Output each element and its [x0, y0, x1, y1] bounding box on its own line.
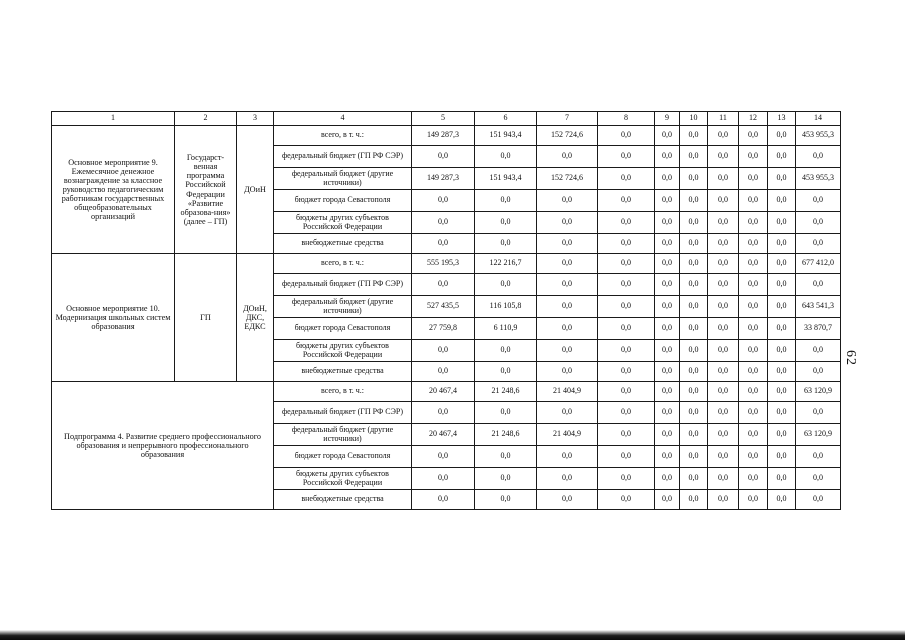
value-cell: 0,0 — [768, 254, 796, 274]
value-cell: 0,0 — [680, 296, 708, 318]
funding-source: бюджет города Севастополя — [274, 318, 412, 340]
value-cell: 0,0 — [708, 468, 739, 490]
column-header: 13 — [768, 112, 796, 126]
value-cell: 0,0 — [796, 468, 841, 490]
value-cell: 149 287,3 — [412, 168, 475, 190]
value-cell: 0,0 — [768, 468, 796, 490]
value-cell: 0,0 — [768, 490, 796, 510]
header-row — [52, 112, 841, 126]
value-cell: 0,0 — [796, 340, 841, 362]
value-cell: 0,0 — [655, 446, 680, 468]
value-cell: 0,0 — [537, 402, 598, 424]
value-cell: 0,0 — [412, 190, 475, 212]
funding-source: федеральный бюджет (другие источники) — [274, 168, 412, 190]
value-cell: 0,0 — [412, 468, 475, 490]
value-cell: 0,0 — [598, 340, 655, 362]
value-cell: 0,0 — [655, 382, 680, 402]
value-cell: 0,0 — [708, 490, 739, 510]
funding-source: федеральный бюджет (ГП РФ СЭР) — [274, 402, 412, 424]
value-cell: 0,0 — [598, 382, 655, 402]
value-cell: 0,0 — [796, 234, 841, 254]
column-header: 7 — [537, 112, 598, 126]
value-cell: 0,0 — [739, 446, 768, 468]
column-header: 6 — [475, 112, 537, 126]
value-cell: 0,0 — [598, 296, 655, 318]
value-cell: 0,0 — [739, 274, 768, 296]
value-cell: 0,0 — [680, 190, 708, 212]
value-cell: 0,0 — [598, 190, 655, 212]
funding-source: внебюджетные средства — [274, 490, 412, 510]
value-cell: 0,0 — [796, 402, 841, 424]
value-cell: 0,0 — [739, 146, 768, 168]
value-cell: 0,0 — [598, 234, 655, 254]
value-cell: 0,0 — [768, 274, 796, 296]
value-cell: 0,0 — [708, 212, 739, 234]
value-cell: 21 404,9 — [537, 382, 598, 402]
value-cell: 0,0 — [739, 212, 768, 234]
value-cell: 0,0 — [598, 468, 655, 490]
value-cell: 0,0 — [537, 296, 598, 318]
value-cell: 0,0 — [598, 146, 655, 168]
value-cell: 0,0 — [412, 274, 475, 296]
value-cell: 0,0 — [796, 190, 841, 212]
value-cell: 0,0 — [768, 146, 796, 168]
value-cell: 0,0 — [537, 468, 598, 490]
value-cell: 0,0 — [708, 340, 739, 362]
value-cell: 0,0 — [475, 212, 537, 234]
value-cell: 0,0 — [598, 424, 655, 446]
value-cell: 0,0 — [680, 446, 708, 468]
value-cell: 0,0 — [537, 274, 598, 296]
value-cell: 151 943,4 — [475, 126, 537, 146]
value-cell: 0,0 — [537, 446, 598, 468]
value-cell: 0,0 — [598, 212, 655, 234]
value-cell: 0,0 — [708, 190, 739, 212]
value-cell: 0,0 — [655, 212, 680, 234]
value-cell: 0,0 — [708, 382, 739, 402]
value-cell: 0,0 — [475, 468, 537, 490]
value-cell: 0,0 — [680, 402, 708, 424]
funding-source: всего, в т. ч.: — [274, 126, 412, 146]
activity-name: Подпрограмма 4. Развитие среднего профессионального образования и непрерывного профессионального образования — [52, 382, 274, 510]
value-cell: 20 467,4 — [412, 382, 475, 402]
value-cell: 0,0 — [739, 318, 768, 340]
value-cell: 0,0 — [537, 490, 598, 510]
value-cell: 0,0 — [768, 318, 796, 340]
value-cell: 0,0 — [739, 402, 768, 424]
value-cell: 0,0 — [598, 318, 655, 340]
value-cell: 0,0 — [598, 362, 655, 382]
value-cell: 453 955,3 — [796, 126, 841, 146]
value-cell: 0,0 — [412, 146, 475, 168]
table-row — [52, 254, 841, 274]
value-cell: 0,0 — [412, 212, 475, 234]
value-cell: 0,0 — [655, 168, 680, 190]
value-cell: 0,0 — [768, 296, 796, 318]
value-cell: 152 724,6 — [537, 168, 598, 190]
value-cell: 0,0 — [598, 446, 655, 468]
value-cell: 0,0 — [655, 468, 680, 490]
value-cell: 0,0 — [708, 362, 739, 382]
value-cell: 0,0 — [739, 362, 768, 382]
value-cell: 0,0 — [655, 296, 680, 318]
value-cell: 6 110,9 — [475, 318, 537, 340]
value-cell: 0,0 — [796, 274, 841, 296]
funding-source: внебюджетные средства — [274, 362, 412, 382]
funding-source: внебюджетные средства — [274, 234, 412, 254]
value-cell: 0,0 — [475, 274, 537, 296]
value-cell: 0,0 — [796, 490, 841, 510]
value-cell: 0,0 — [739, 296, 768, 318]
funding-source: бюджет города Севастополя — [274, 446, 412, 468]
funding-source: всего, в т. ч.: — [274, 382, 412, 402]
value-cell: 0,0 — [537, 146, 598, 168]
value-cell: 0,0 — [680, 490, 708, 510]
column-header: 2 — [175, 112, 237, 126]
value-cell: 0,0 — [768, 402, 796, 424]
column-header: 5 — [412, 112, 475, 126]
value-cell: 643 541,3 — [796, 296, 841, 318]
value-cell: 0,0 — [680, 234, 708, 254]
table-row — [52, 382, 841, 402]
value-cell: 0,0 — [680, 468, 708, 490]
funding-source: федеральный бюджет (ГП РФ СЭР) — [274, 146, 412, 168]
value-cell: 0,0 — [739, 424, 768, 446]
value-cell: 0,0 — [739, 234, 768, 254]
funding-source: бюджет города Севастополя — [274, 190, 412, 212]
value-cell: 0,0 — [768, 168, 796, 190]
value-cell: 0,0 — [768, 340, 796, 362]
value-cell: 20 467,4 — [412, 424, 475, 446]
value-cell: 21 248,6 — [475, 382, 537, 402]
value-cell: 0,0 — [680, 382, 708, 402]
value-cell: 0,0 — [708, 126, 739, 146]
value-cell: 0,0 — [655, 234, 680, 254]
value-cell: 0,0 — [655, 190, 680, 212]
value-cell: 0,0 — [739, 126, 768, 146]
value-cell: 0,0 — [796, 446, 841, 468]
value-cell: 0,0 — [537, 318, 598, 340]
value-cell: 0,0 — [768, 212, 796, 234]
value-cell: 0,0 — [475, 190, 537, 212]
funding-source: всего, в т. ч.: — [274, 254, 412, 274]
value-cell: 21 404,9 — [537, 424, 598, 446]
value-cell: 0,0 — [537, 190, 598, 212]
value-cell: 0,0 — [680, 362, 708, 382]
value-cell: 677 412,0 — [796, 254, 841, 274]
value-cell: 0,0 — [475, 234, 537, 254]
value-cell: 0,0 — [796, 362, 841, 382]
value-cell: 0,0 — [655, 274, 680, 296]
value-cell: 152 724,6 — [537, 126, 598, 146]
value-cell: 0,0 — [768, 362, 796, 382]
funding-source: федеральный бюджет (другие источники) — [274, 424, 412, 446]
table-body — [52, 112, 841, 510]
value-cell: 0,0 — [475, 446, 537, 468]
value-cell: 0,0 — [768, 190, 796, 212]
value-cell: 149 287,3 — [412, 126, 475, 146]
value-cell: 0,0 — [739, 340, 768, 362]
value-cell: 0,0 — [708, 254, 739, 274]
value-cell: 0,0 — [598, 168, 655, 190]
value-cell: 122 216,7 — [475, 254, 537, 274]
program-name: ГП — [175, 254, 237, 382]
value-cell: 0,0 — [708, 274, 739, 296]
value-cell: 0,0 — [655, 490, 680, 510]
value-cell: 0,0 — [708, 296, 739, 318]
value-cell: 0,0 — [655, 254, 680, 274]
value-cell: 0,0 — [475, 146, 537, 168]
value-cell: 0,0 — [708, 146, 739, 168]
column-header: 12 — [739, 112, 768, 126]
value-cell: 0,0 — [412, 340, 475, 362]
column-header: 9 — [655, 112, 680, 126]
value-cell: 0,0 — [537, 212, 598, 234]
activity-name: Основное мероприятие 10. Модернизация школьных систем образования — [52, 254, 175, 382]
value-cell: 0,0 — [708, 402, 739, 424]
value-cell: 0,0 — [768, 234, 796, 254]
value-cell: 0,0 — [537, 340, 598, 362]
value-cell: 453 955,3 — [796, 168, 841, 190]
value-cell: 0,0 — [708, 168, 739, 190]
column-header: 14 — [796, 112, 841, 126]
value-cell: 0,0 — [768, 446, 796, 468]
executor-name: ДОиН, ДКС, ЕДКС — [237, 254, 274, 382]
value-cell: 0,0 — [739, 382, 768, 402]
budget-table — [51, 111, 841, 510]
value-cell: 33 870,7 — [796, 318, 841, 340]
funding-source: федеральный бюджет (другие источники) — [274, 296, 412, 318]
value-cell: 0,0 — [655, 126, 680, 146]
value-cell: 0,0 — [598, 274, 655, 296]
funding-source: бюджеты других субъектов Российской Федерации — [274, 468, 412, 490]
value-cell: 0,0 — [598, 254, 655, 274]
value-cell: 0,0 — [708, 318, 739, 340]
column-header: 10 — [680, 112, 708, 126]
value-cell: 0,0 — [655, 362, 680, 382]
value-cell: 0,0 — [655, 146, 680, 168]
value-cell: 0,0 — [655, 424, 680, 446]
value-cell: 27 759,8 — [412, 318, 475, 340]
value-cell: 0,0 — [796, 212, 841, 234]
value-cell: 0,0 — [412, 490, 475, 510]
value-cell: 0,0 — [680, 274, 708, 296]
scan-edge — [0, 630, 905, 640]
value-cell: 0,0 — [739, 254, 768, 274]
value-cell: 63 120,9 — [796, 424, 841, 446]
funding-source: бюджеты других субъектов Российской Федерации — [274, 340, 412, 362]
column-header: 4 — [274, 112, 412, 126]
value-cell: 0,0 — [412, 446, 475, 468]
value-cell: 0,0 — [768, 424, 796, 446]
value-cell: 0,0 — [475, 402, 537, 424]
value-cell: 0,0 — [680, 146, 708, 168]
value-cell: 0,0 — [739, 490, 768, 510]
value-cell: 0,0 — [680, 254, 708, 274]
value-cell: 0,0 — [708, 424, 739, 446]
value-cell: 0,0 — [739, 168, 768, 190]
executor-name: ДОиН — [237, 126, 274, 254]
value-cell: 0,0 — [598, 126, 655, 146]
value-cell: 0,0 — [680, 168, 708, 190]
program-name: Государст-венная программа Российской Федерации «Развитие образова-ния» (далее – ГП) — [175, 126, 237, 254]
value-cell: 0,0 — [680, 424, 708, 446]
value-cell: 0,0 — [680, 340, 708, 362]
value-cell: 0,0 — [739, 190, 768, 212]
value-cell: 151 943,4 — [475, 168, 537, 190]
value-cell: 0,0 — [475, 340, 537, 362]
table-row — [52, 126, 841, 146]
activity-name: Основное мероприятие 9. Ежемесячное денежное вознаграждение за классное руководство педагогическим работникам государственных общеобразовательных организаций — [52, 126, 175, 254]
value-cell: 0,0 — [655, 318, 680, 340]
value-cell: 555 195,3 — [412, 254, 475, 274]
value-cell: 0,0 — [537, 234, 598, 254]
value-cell: 116 105,8 — [475, 296, 537, 318]
value-cell: 0,0 — [412, 362, 475, 382]
value-cell: 527 435,5 — [412, 296, 475, 318]
column-header: 1 — [52, 112, 175, 126]
value-cell: 0,0 — [680, 212, 708, 234]
value-cell: 0,0 — [708, 234, 739, 254]
value-cell: 0,0 — [768, 126, 796, 146]
funding-source: федеральный бюджет (ГП РФ СЭР) — [274, 274, 412, 296]
column-header: 8 — [598, 112, 655, 126]
value-cell: 0,0 — [412, 402, 475, 424]
funding-source: бюджеты других субъектов Российской Федерации — [274, 212, 412, 234]
column-header: 3 — [237, 112, 274, 126]
value-cell: 0,0 — [537, 254, 598, 274]
value-cell: 0,0 — [768, 382, 796, 402]
value-cell: 0,0 — [598, 402, 655, 424]
value-cell: 0,0 — [475, 490, 537, 510]
column-header: 11 — [708, 112, 739, 126]
value-cell: 0,0 — [739, 468, 768, 490]
value-cell: 63 120,9 — [796, 382, 841, 402]
value-cell: 0,0 — [680, 126, 708, 146]
value-cell: 0,0 — [655, 340, 680, 362]
value-cell: 0,0 — [680, 318, 708, 340]
value-cell: 0,0 — [537, 362, 598, 382]
value-cell: 21 248,6 — [475, 424, 537, 446]
value-cell: 0,0 — [796, 146, 841, 168]
value-cell: 0,0 — [655, 402, 680, 424]
value-cell: 0,0 — [475, 362, 537, 382]
value-cell: 0,0 — [708, 446, 739, 468]
page-number: 62 — [843, 350, 858, 366]
value-cell: 0,0 — [412, 234, 475, 254]
value-cell: 0,0 — [598, 490, 655, 510]
